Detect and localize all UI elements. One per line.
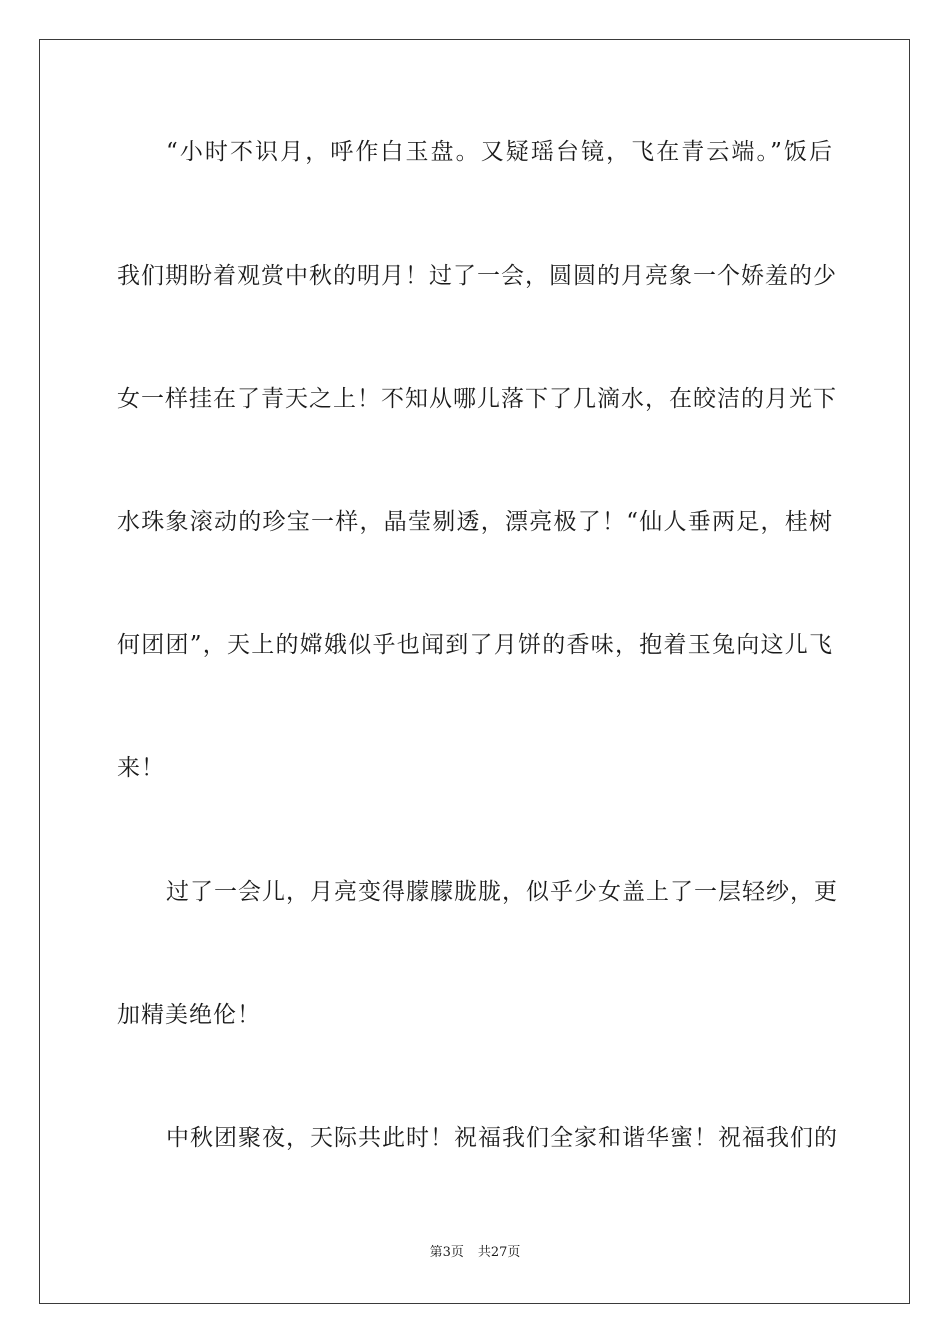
page-border (39, 39, 910, 1304)
page-number: 第3页 (429, 1245, 464, 1260)
paragraph-line: 水珠象滚动的珍宝一样，晶莹剔透，漂亮极了！“仙人垂两足，桂树 (117, 509, 833, 535)
paragraph-line: 我们期盼着观赏中秋的明月！过了一会，圆圆的月亮象一个娇羞的少 (117, 263, 837, 289)
page-footer (0, 1245, 950, 1261)
paragraph-line: 加精美绝伦！ (117, 1002, 261, 1028)
paragraph-line: 女一样挂在了青天之上！不知从哪儿落下了几滴水，在皎洁的月光下 (117, 386, 837, 412)
paragraph-line: 来！ (117, 755, 165, 781)
page-total: 共27页 (477, 1245, 521, 1260)
paragraph-line: 过了一会儿，月亮变得朦朦胧胧，似乎少女盖上了一层轻纱，更 (166, 879, 838, 905)
paragraph-line: 何团团”，天上的嫦娥似乎也闻到了月饼的香味，抱着玉兔向这儿飞 (117, 632, 833, 658)
paragraph-line: 中秋团聚夜，天际共此时！祝福我们全家和谐华蜜！祝福我们的 (166, 1125, 838, 1151)
paragraph-line: “小时不识月，呼作白玉盘。又疑瑶台镜，飞在青云端。”饭后 (166, 139, 833, 165)
